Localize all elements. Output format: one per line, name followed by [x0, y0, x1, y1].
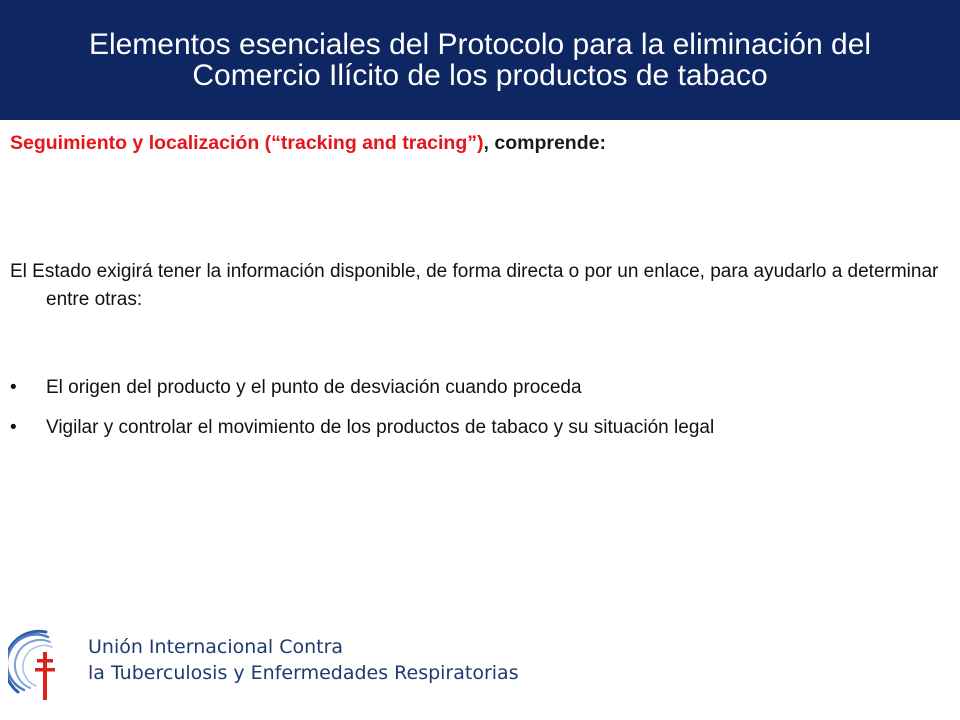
section-subtitle: [10, 132, 606, 155]
body-paragraph: El Estado exigirá tener la información disponible, de forma directa o por un enlace, para ayudarlo a determinar entre otras:: [10, 261, 939, 310]
title-bar: [0, 0, 960, 120]
bullet-marker: •: [10, 417, 17, 438]
logo-text-line1: Unión Internacional Contra: [88, 636, 344, 658]
subtitle-highlight: Seguimiento y localización (“tracking and tracing”): [10, 132, 484, 154]
bullet-text: Vigilar y controlar el movimiento de los productos de tabaco y su situación legal: [46, 417, 715, 438]
subtitle-suffix: , comprende:: [483, 132, 606, 154]
double-barred-cross-icon: [8, 626, 84, 710]
bullet-marker: •: [10, 377, 17, 398]
bullet-list: [10, 374, 955, 454]
list-item: [10, 414, 955, 442]
organization-logo: [8, 626, 519, 710]
list-item: [10, 374, 955, 402]
logo-text-line2: la Tuberculosis y Enfermedades Respiratorias: [88, 662, 519, 684]
slide-title: Elementos esenciales del Protocolo para la eliminación del Comercio Ilícito de los productos de tabaco: [88, 28, 872, 92]
bullet-text: El origen del producto y el punto de desviación cuando proceda: [46, 377, 582, 398]
